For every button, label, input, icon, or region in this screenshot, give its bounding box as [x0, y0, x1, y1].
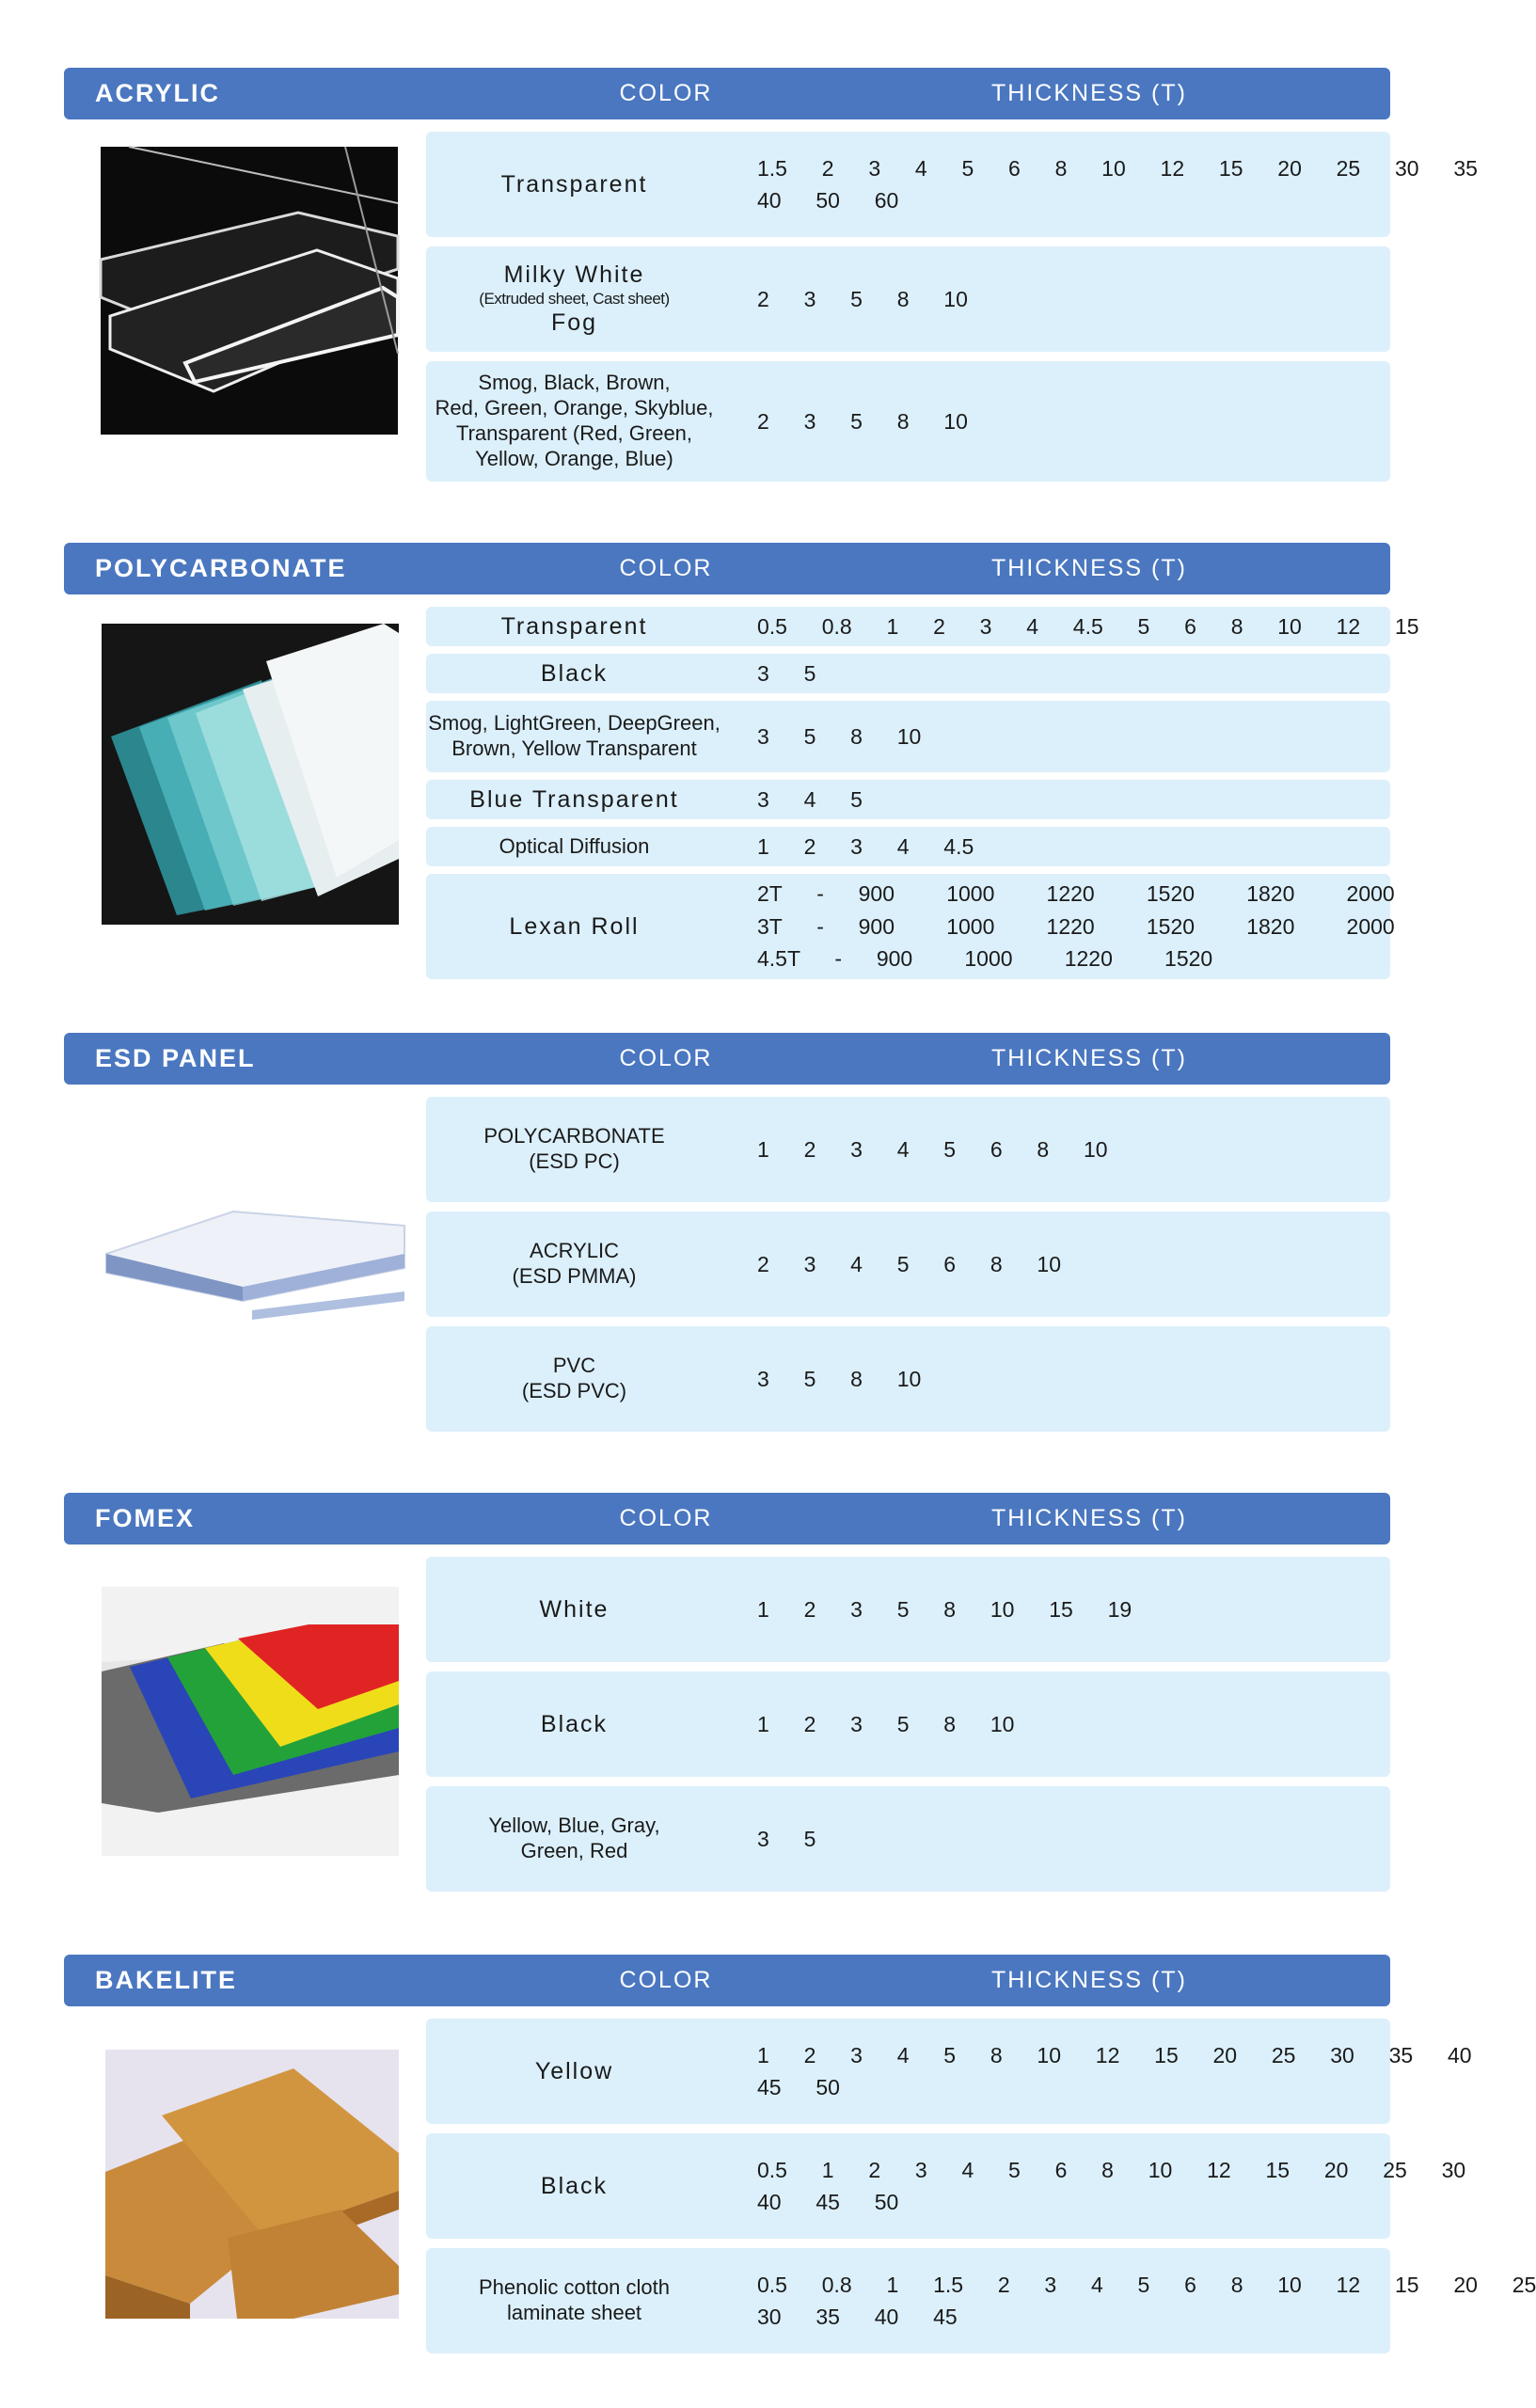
color-cell: Phenolic cotton cloth laminate sheet: [478, 2275, 671, 2324]
thickness-column-label: THICKNESS (T): [991, 80, 1187, 106]
color-column-label: COLOR: [619, 1505, 713, 1531]
table-row: [426, 780, 1390, 819]
thickness-column-label: THICKNESS (T): [991, 1967, 1187, 1993]
fomex-boards-photo: [102, 1587, 399, 1856]
thickness-cell: 3 5: [757, 1826, 816, 1851]
thickness-cell: 1.5 2 3 4 5 6 8 10 12 15 20 25 30 35 40 50 60: [757, 155, 1478, 213]
thickness-cell: 2 3 5 8 10: [757, 408, 968, 434]
table-row: [426, 1671, 1390, 1777]
thickness-cell: 3 4 5: [757, 786, 863, 812]
thickness-column-label: THICKNESS (T): [991, 1505, 1187, 1531]
table-row: [426, 1097, 1390, 1202]
color-cell: Milky White (Extruded sheet, Cast sheet) Fog: [479, 261, 670, 337]
table-row: [426, 607, 1419, 646]
section-title: ACRYLIC: [95, 79, 220, 107]
thickness-cell: 2 3 4 5 6 8 10: [757, 1251, 1062, 1276]
polycarbonate-sheets-photo: [102, 624, 399, 925]
color-cell: Black: [540, 659, 609, 687]
table-row: [426, 1557, 1390, 1662]
table-row: [426, 827, 1390, 866]
section-title: ESD PANEL: [95, 1044, 256, 1072]
table-row: [426, 1786, 1390, 1892]
thickness-cell: 2T - 900 1000 1220 1520 1820 2000 3T - 900 1000 1220 1520 1820 2000 4.5T - 900 1000 1220 1520: [757, 881, 1395, 972]
thickness-cell: 0.5 0.8 1 1.5 2 3 4 5 6 8 10 12 15 20 25 30 35 40 45: [757, 2272, 1536, 2329]
table-row: [426, 874, 1395, 979]
table-row: [426, 246, 1390, 352]
thickness-cell: 0.5 0.8 1 2 3 4 4.5 5 6 8 10 12 15: [757, 613, 1419, 639]
table-row: [426, 2133, 1466, 2239]
esd-panel-photo: [102, 1174, 404, 1334]
color-cell: Smog, Black, Brown, Red, Green, Orange, Skyblue, Transparent (Red, Green, Yellow, Orange, Blue): [435, 371, 714, 470]
section-header: [64, 543, 1390, 594]
color-cell: Yellow, Blue, Gray, Green, Red: [488, 1814, 660, 1862]
acrylic-sheets-photo: [101, 147, 398, 435]
table-row: [426, 132, 1478, 237]
table-row: [426, 654, 1390, 693]
color-column-label: COLOR: [619, 80, 713, 106]
thickness-cell: 1 2 3 4 5 6 8 10: [757, 1136, 1108, 1162]
color-cell: ACRYLIC (ESD PMMA): [512, 1239, 637, 1288]
section-header: [64, 1493, 1390, 1545]
thickness-cell: 3 5 8 10: [757, 1366, 922, 1391]
section-title: POLYCARBONATE: [95, 554, 347, 582]
thickness-cell: 3 5 8 10: [757, 723, 922, 749]
thickness-cell: 2 3 5 8 10: [757, 286, 968, 311]
color-cell: Lexan Roll: [509, 912, 640, 940]
color-cell: Black: [540, 2172, 609, 2199]
color-column-label: COLOR: [619, 1967, 713, 1993]
color-cell: Black: [540, 1710, 609, 1737]
thickness-cell: 1 2 3 4 4.5: [757, 833, 974, 859]
thickness-column-label: THICKNESS (T): [991, 1045, 1187, 1071]
section-title: BAKELITE: [95, 1966, 237, 1994]
thickness-cell: 1 2 3 5 8 10: [757, 1711, 1015, 1736]
thickness-cell: 1 2 3 4 5 8 10 12 15 20 25 30 35 40 45 50: [757, 2042, 1472, 2099]
color-cell: White: [539, 1595, 610, 1623]
table-row: [426, 1326, 1390, 1432]
section-title: FOMEX: [95, 1504, 196, 1532]
table-row: [426, 701, 1390, 772]
thickness-cell: 3 5: [757, 660, 816, 686]
color-cell: Smog, LightGreen, DeepGreen, Brown, Yellow Transparent: [428, 711, 720, 760]
table-row: [426, 361, 1390, 482]
color-column-label: COLOR: [619, 1045, 713, 1071]
section-header: [64, 1955, 1390, 2006]
section-header: [64, 68, 1390, 119]
table-row: [426, 2248, 1536, 2353]
thickness-column-label: THICKNESS (T): [991, 555, 1187, 581]
table-row: [426, 2019, 1472, 2124]
color-cell: Optical Diffusion: [499, 833, 650, 858]
color-cell: Yellow: [534, 2057, 614, 2084]
bakelite-sheets-photo: [105, 2050, 399, 2319]
thickness-cell: 1 2 3 5 8 10 15 19: [757, 1596, 1132, 1622]
color-cell: POLYCARBONATE (ESD PC): [483, 1124, 665, 1173]
color-cell: Blue Transparent: [469, 785, 679, 813]
section-header: [64, 1033, 1390, 1085]
color-column-label: COLOR: [619, 555, 713, 581]
table-row: [426, 1212, 1390, 1317]
color-cell: PVC (ESD PVC): [521, 1354, 627, 1402]
color-cell: Transparent: [500, 170, 648, 198]
thickness-cell: 0.5 1 2 3 4 5 6 8 10 12 15 20 25 30 40 45 50: [757, 2157, 1466, 2214]
color-cell: Transparent: [500, 612, 648, 640]
